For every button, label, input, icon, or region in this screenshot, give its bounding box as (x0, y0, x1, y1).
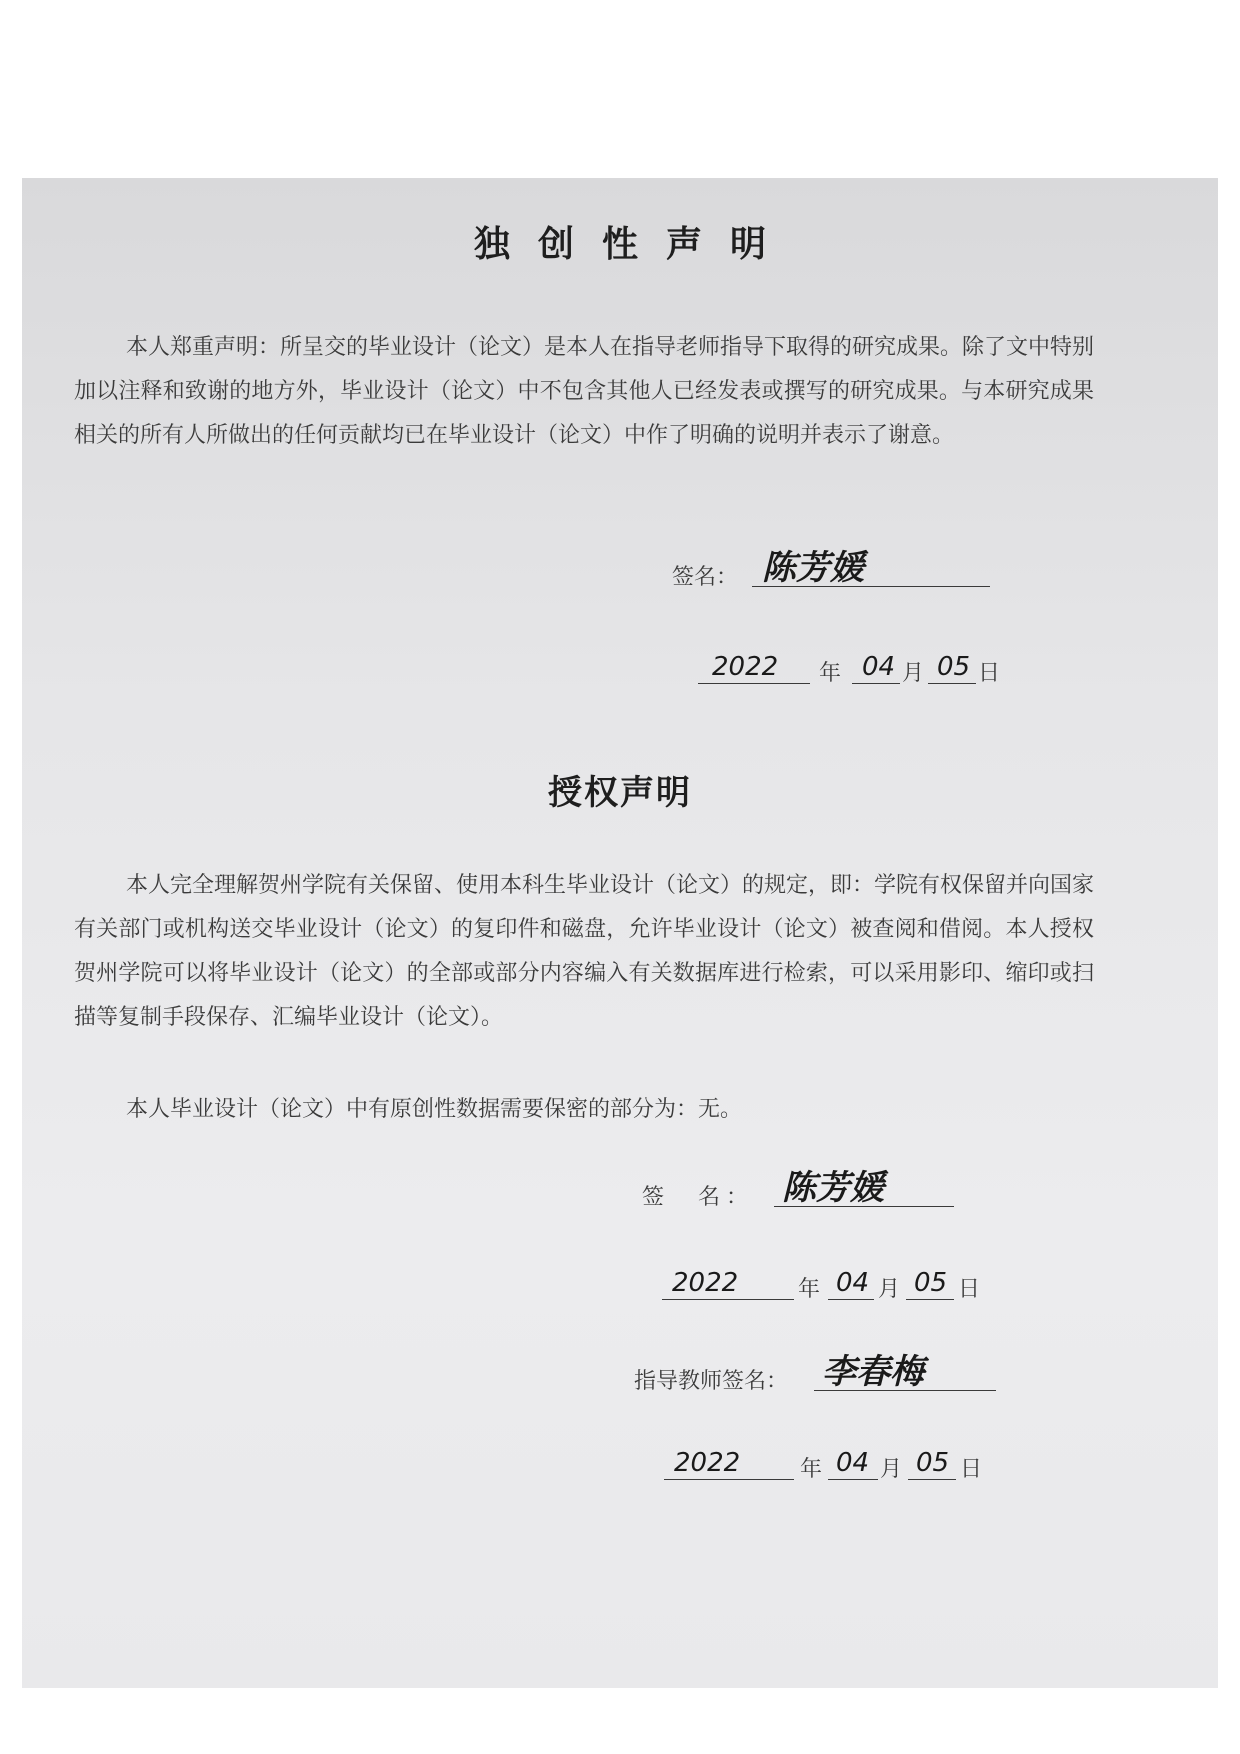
originality-year-underline (698, 683, 810, 684)
advisor-year-underline (664, 1479, 794, 1480)
advisor-day-label: 日 (960, 1457, 983, 1482)
advisor-year-label: 年 (800, 1457, 823, 1482)
originality-day-underline (928, 683, 976, 684)
authorization-date-year: 2022 (672, 1268, 739, 1298)
originality-month-underline (852, 683, 900, 684)
originality-day-label: 日 (978, 661, 1001, 686)
advisor-month-underline (828, 1479, 878, 1480)
authorization-title: 授权声明 (548, 773, 692, 813)
authorization-signature: 陈芳媛 (782, 1168, 884, 1208)
authorization-day-label: 日 (958, 1277, 981, 1302)
originality-month-label: 月 (902, 661, 925, 686)
originality-signature: 陈芳媛 (762, 548, 864, 588)
originality-date-day: 05 (937, 652, 971, 682)
advisor-day-underline (908, 1479, 956, 1480)
document-page (22, 178, 1218, 1688)
originality-sign-label: 签名： (672, 565, 739, 590)
originality-title: 独创性声明 (473, 223, 794, 265)
authorization-sign-label: 签 名： (642, 1185, 755, 1210)
advisor-date-year: 2022 (674, 1448, 741, 1478)
advisor-signature: 李春梅 (822, 1352, 924, 1392)
authorization-month-underline (828, 1299, 874, 1300)
originality-date-month: 04 (862, 652, 896, 682)
advisor-sign-underline (814, 1390, 996, 1391)
authorization-date-month: 04 (836, 1268, 870, 1298)
authorization-paragraph-2: 本人毕业设计（论文）中有原创性数据需要保密的部分为：无。 (126, 1097, 743, 1122)
advisor-month-label: 月 (880, 1457, 903, 1482)
authorization-month-label: 月 (878, 1277, 901, 1302)
advisor-sign-label: 指导教师签名： (634, 1369, 789, 1394)
authorization-day-underline (906, 1299, 954, 1300)
authorization-year-label: 年 (798, 1277, 821, 1302)
originality-date-year: 2022 (712, 652, 779, 682)
authorization-date-day: 05 (914, 1268, 948, 1298)
originality-paragraph: 本人郑重声明：所呈交的毕业设计（论文）是本人在指导老师指导下取得的研究成果。除了文中特别加以注释和致谢的地方外，毕业设计（论文）中不包含其他人已经发表或撰写的研究成果。与本研究成果相关的所有人所做出的任何贡献均已在毕业设计（论文）中作了明确的说明并表示了谢意。 (74, 335, 1095, 448)
advisor-date-day: 05 (916, 1448, 950, 1478)
originality-sign-underline (752, 586, 990, 587)
advisor-date-month: 04 (836, 1448, 870, 1478)
authorization-year-underline (662, 1299, 794, 1300)
originality-year-label: 年 (819, 661, 842, 686)
authorization-paragraph-1: 本人完全理解贺州学院有关保留、使用本科生毕业设计（论文）的规定，即：学院有权保留并向国家有关部门或机构送交毕业设计（论文）的复印件和磁盘，允许毕业设计（论文）被查阅和借阅。本人授权贺州学院可以将毕业设计（论文）的全部或部分内容编入有关数据库进行检索，可以采用影印、缩印或扫描等复制手段保存、汇编毕业设计（论文）。 (74, 873, 1095, 1030)
authorization-sign-underline (774, 1206, 954, 1207)
